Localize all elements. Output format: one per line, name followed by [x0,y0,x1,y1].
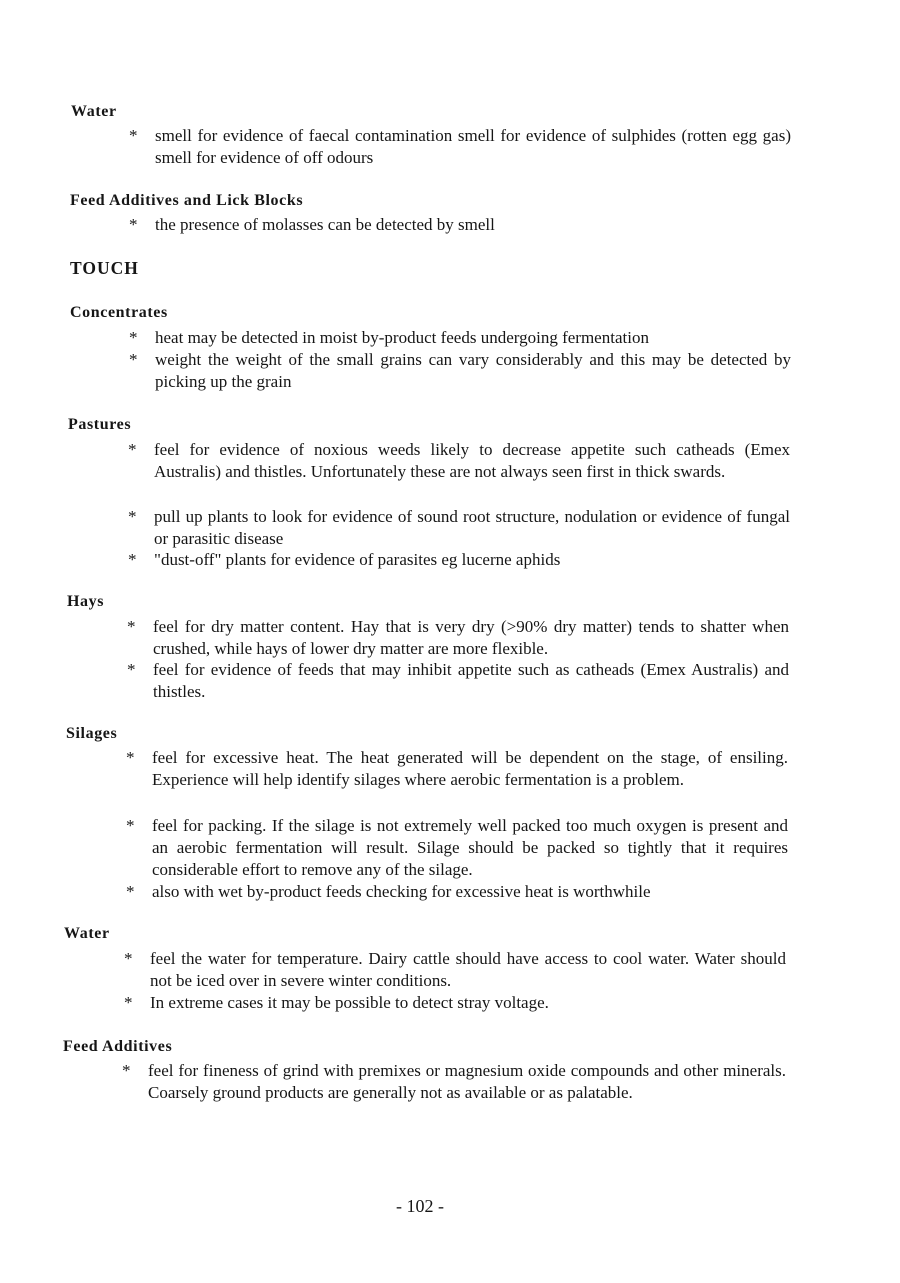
bullet-marker: * [129,328,138,347]
bullet-item [128,506,790,550]
bullet-marker: * [122,1061,131,1080]
bullet-item [129,125,791,169]
bullet-item [129,349,791,393]
bullet-text: In extreme cases it may be possible to detect stray voltage. [150,993,549,1012]
bullet-marker: * [129,215,138,234]
bullet-text: pull up plants to look for evidence of sound root structure, nodulation or evidence of fungal or parasitic disease [154,507,790,548]
bullet-item [126,747,788,791]
section-heading-pastures: Pastures [68,416,132,433]
bullet-text: feel for evidence of feeds that may inhibit appetite such as catheads (Emex Australis) and thistles. [153,660,789,701]
bullet-item [127,616,789,660]
bullet-marker: * [126,882,135,901]
bullet-text: feel the water for temperature. Dairy cattle should have access to cool water. Water should not be iced over in severe winter conditions. [150,949,786,990]
bullet-item [126,815,788,881]
bullet-text: also with wet by-product feeds checking for excessive heat is worthwhile [152,882,651,901]
bullet-item [127,659,789,703]
bullet-text: feel for evidence of noxious weeds likely to decrease appetite such catheads (Emex Australis) and thistles. Unfortunately these are not always seen first in thick swards. [154,440,790,481]
section-heading-hays: Hays [67,593,105,610]
section-heading-feed-additives: Feed Additives [63,1038,173,1055]
bullet-item [124,992,786,1014]
bullet-marker: * [126,816,135,835]
section-heading-concentrates: Concentrates [70,304,168,321]
bullet-marker: * [127,660,136,679]
section-heading-silages: Silages [66,725,118,742]
bullet-marker: * [128,507,137,526]
bullet-marker: * [128,550,137,569]
bullet-text: feel for fineness of grind with premixes or magnesium oxide compounds and other minerals. Coarsely ground products are generally not as available or as palatable. [148,1061,786,1102]
bullet-marker: * [128,440,137,459]
major-heading-touch: TOUCH [70,258,139,278]
bullet-item [124,948,786,992]
bullet-text: feel for packing. If the silage is not extremely well packed too much oxygen is present and an aerobic fermentation will result. Silage should be packed so tightly that it requires considerable effort to remove any of the silage. [152,816,788,879]
bullet-item [122,1060,786,1104]
section-heading-feed-additives-lick-blocks: Feed Additives and Lick Blocks [70,192,304,209]
page-number: - 102 - [396,1196,444,1216]
bullet-item [126,881,788,903]
bullet-marker: * [129,126,138,145]
bullet-text: feel for dry matter content. Hay that is very dry (>90% dry matter) tends to shatter when crushed, while hays of lower dry matter are more flexible. [153,617,789,658]
bullet-marker: * [129,350,138,369]
bullet-text: feel for excessive heat. The heat generated will be dependent on the stage, of ensiling. Experience will help identify silages where aerobic fermentation is a problem. [152,748,788,789]
section-heading-water-touch: Water [64,925,110,942]
bullet-text: the presence of molasses can be detected by smell [155,215,495,234]
bullet-text: smell for evidence of faecal contamination smell for evidence of sulphides (rotten egg gas) smell for evidence of off odours [155,126,791,167]
bullet-text: "dust-off" plants for evidence of parasites eg lucerne aphids [154,550,561,569]
bullet-item [129,214,791,236]
bullet-marker: * [124,993,133,1012]
bullet-marker: * [127,617,136,636]
bullet-marker: * [126,748,135,767]
bullet-item [128,549,790,571]
bullet-text: heat may be detected in moist by-product feeds undergoing fermentation [155,328,649,347]
bullet-item [128,439,790,483]
bullet-item [129,327,791,349]
bullet-text: weight the weight of the small grains can vary considerably and this may be detected by picking up the grain [155,350,791,391]
bullet-marker: * [124,949,133,968]
section-heading-water-smell: Water [71,103,117,120]
